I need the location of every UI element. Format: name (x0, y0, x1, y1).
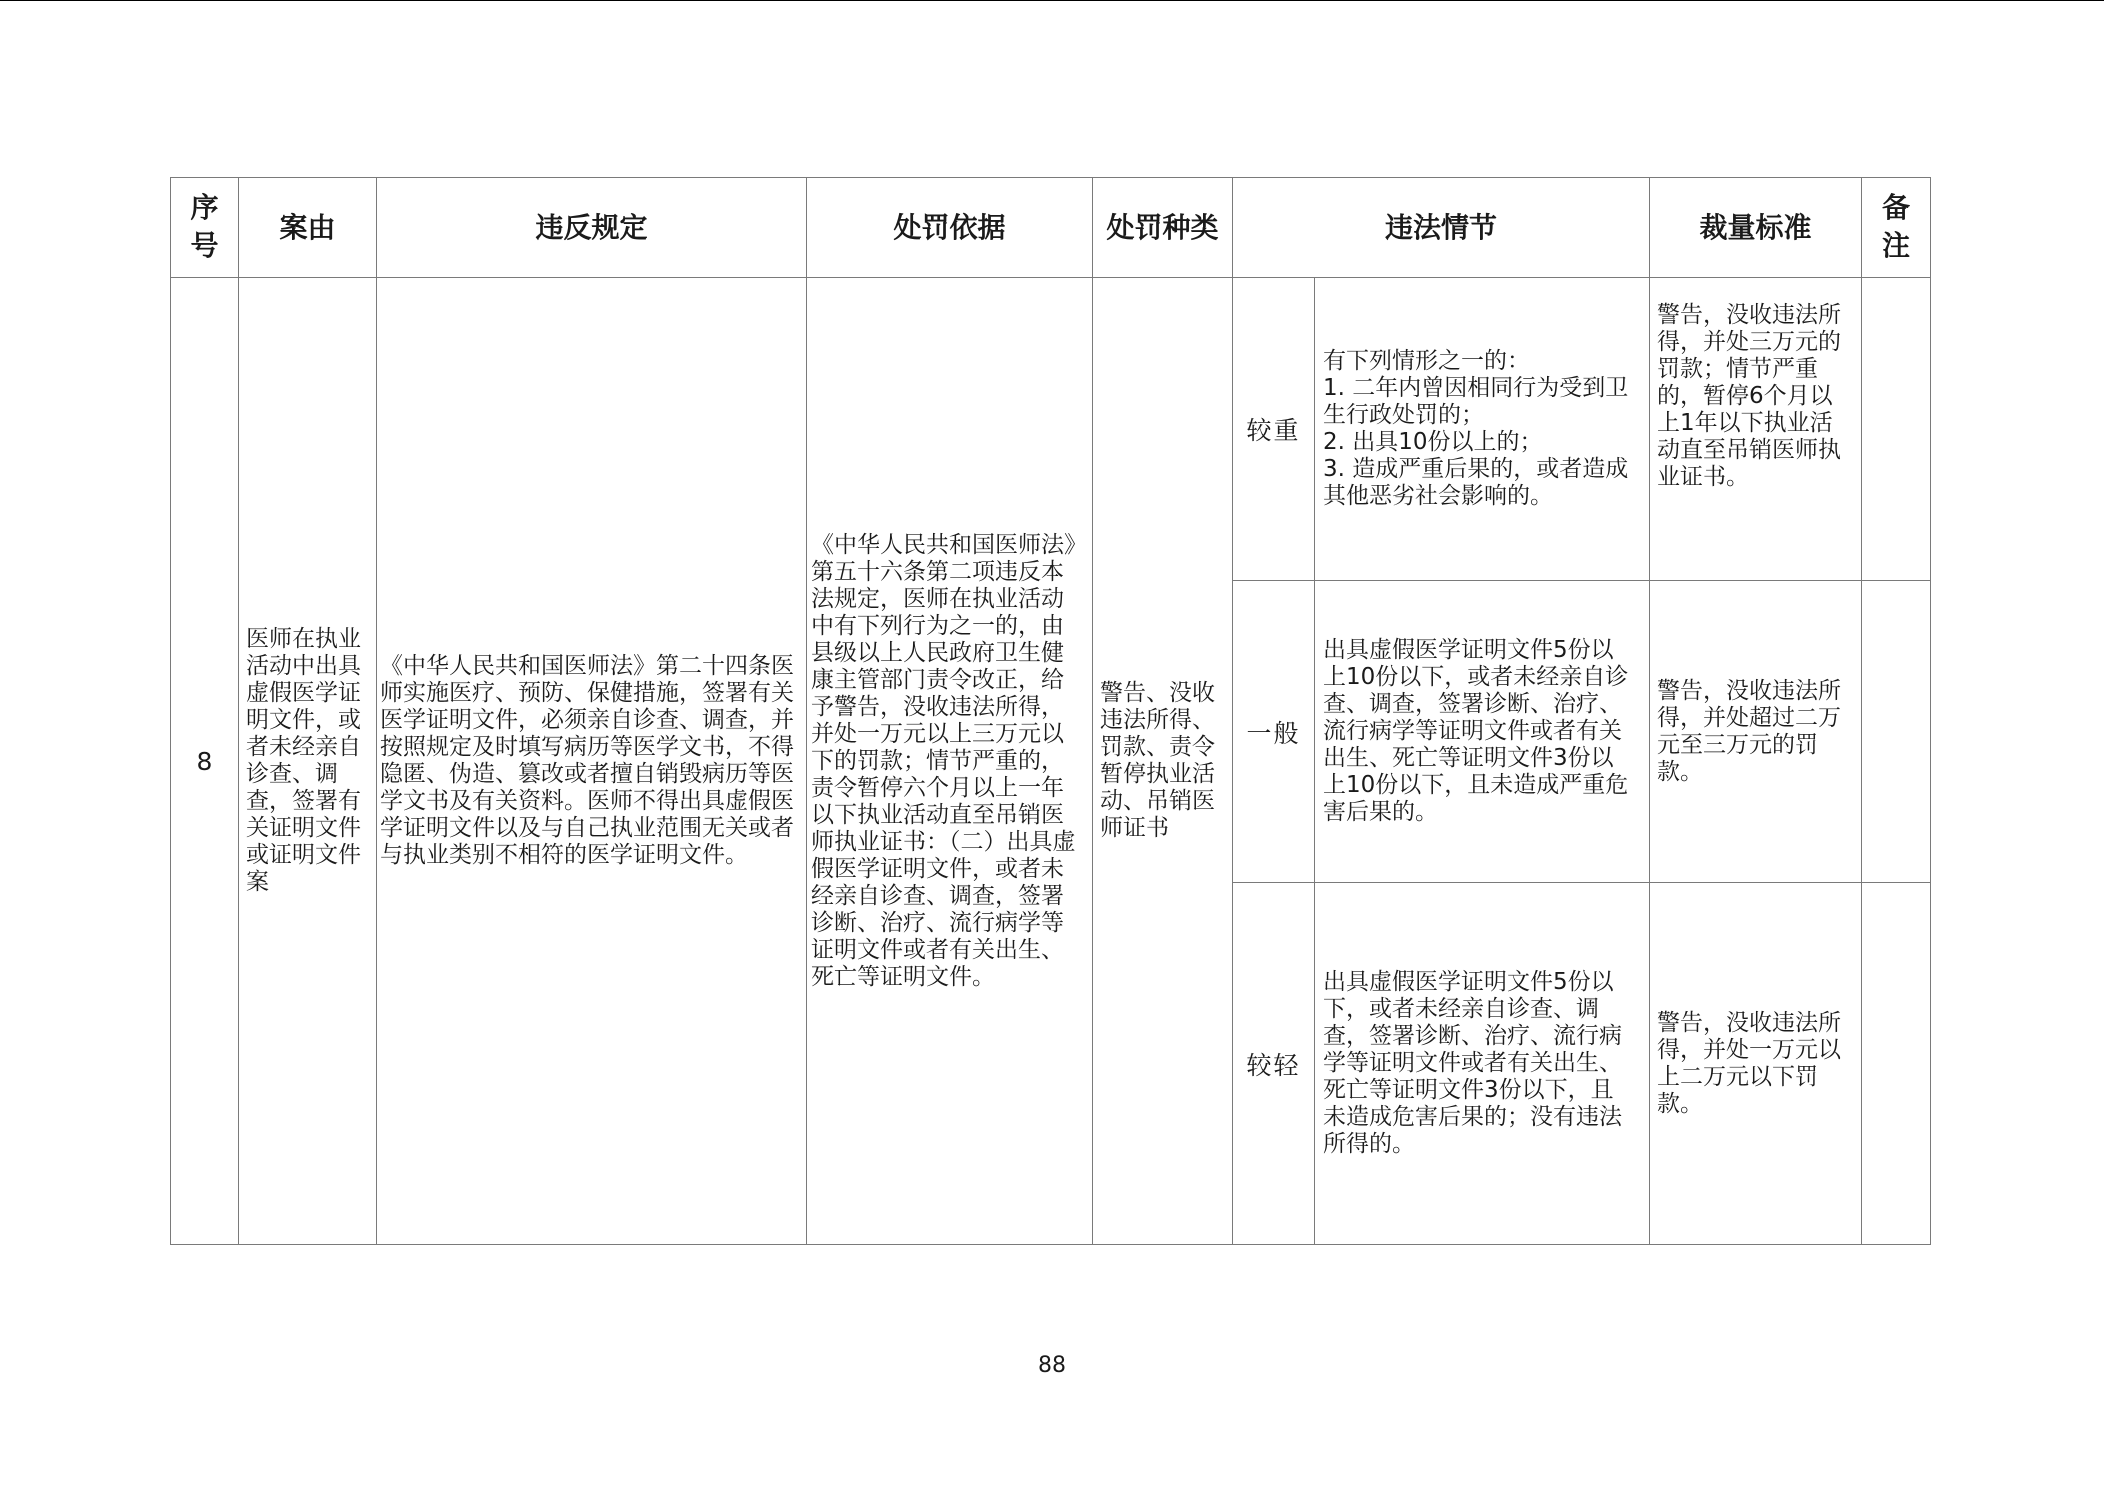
cell-circumstance-minor (1315, 883, 1650, 1245)
cell-level-general: 一般 (1233, 581, 1315, 883)
cell-case: 医师在执业活动中出具虚假医学证明文件，或者未经亲自诊查、调查，签署有关证明文件或证明文件案 (239, 278, 377, 1245)
header-circumstance: 违法情节 (1233, 178, 1650, 278)
page-top-rule (0, 0, 2104, 1)
circumstance-line: 1. 二年内曾因相同行为受到卫生行政处罚的； (1323, 375, 1629, 428)
table-row (171, 278, 1931, 581)
header-remarks: 备注 (1862, 178, 1931, 278)
cell-standard-general: 警告，没收违法所得，并处超过二万元至三万元的罚款。 (1650, 581, 1862, 883)
header-type: 处罚种类 (1093, 178, 1233, 278)
circumstance-line: 有下列情形之一的： (1323, 348, 1530, 374)
cell-type: 警告、没收违法所得、罚款、责令暂停执业活动、吊销医师证书 (1093, 278, 1233, 1245)
cell-circumstance-general (1315, 581, 1650, 883)
circumstance-line: 2. 出具10份以上的； (1323, 429, 1543, 455)
cell-level-minor: 较轻 (1233, 883, 1315, 1245)
header-basis: 处罚依据 (807, 178, 1093, 278)
header-seq: 序号 (171, 178, 239, 278)
cell-basis: 《中华人民共和国医师法》第五十六条第二项违反本法规定，医师在执业活动中有下列行为之一的，由县级以上人民政府卫生健康主管部门责令改正，给予警告，没收违法所得，并处一万元以上三万元以下的罚款；情节严重的，责令暂停六个月以上一年以下执业活动直至吊销医师执业证书：（二）出具虚假医学证明文件，或者未经亲自诊查、调查，签署诊断、治疗、流行病学等证明文件或者有关出生、死亡等证明文件。 (807, 278, 1093, 1245)
cell-remarks-minor (1862, 883, 1931, 1245)
cell-remarks-general (1862, 581, 1931, 883)
header-violation: 违反规定 (377, 178, 807, 278)
circumstance-line: 出具虚假医学证明文件5份以下，或者未经亲自诊查、调查，签署诊断、治疗、流行病学等证明文件或者有关出生、死亡等证明文件3份以下，且未造成危害后果的；没有违法所得的。 (1323, 969, 1622, 1157)
cell-seq: 8 (171, 278, 239, 1245)
page-number: 88 (1038, 1353, 1066, 1378)
cell-standard-minor: 警告，没收违法所得，并处一万元以上二万元以下罚款。 (1650, 883, 1862, 1245)
cell-standard-serious: 警告，没收违法所得，并处三万元的罚款；情节严重的，暂停6个月以上1年以下执业活动直至吊销医师执业证书。 (1650, 278, 1862, 581)
cell-remarks-serious (1862, 278, 1931, 581)
header-case: 案由 (239, 178, 377, 278)
cell-violation: 《中华人民共和国医师法》第二十四条医师实施医疗、预防、保健措施，签署有关医学证明文件，必须亲自诊查、调查，并按照规定及时填写病历等医学文书，不得隐匿、伪造、篡改或者擅自销毁病历等医学文书及有关资料。医师不得出具虚假医学证明文件以及与自己执业范围无关或者与执业类别不相符的医学证明文件。 (377, 278, 807, 1245)
circumstance-line: 3. 造成严重后果的，或者造成其他恶劣社会影响的。 (1323, 456, 1629, 509)
cell-level-serious: 较重 (1233, 278, 1315, 581)
cell-circumstance-serious (1315, 278, 1650, 581)
header-row (171, 178, 1931, 278)
circumstance-line: 出具虚假医学证明文件5份以上10份以下，或者未经亲自诊查、调查，签署诊断、治疗、流行病学等证明文件或者有关出生、死亡等证明文件3份以上10份以下，且未造成严重危害后果的。 (1323, 637, 1629, 825)
header-standard: 裁量标准 (1650, 178, 1862, 278)
penalty-table (170, 177, 1931, 1245)
